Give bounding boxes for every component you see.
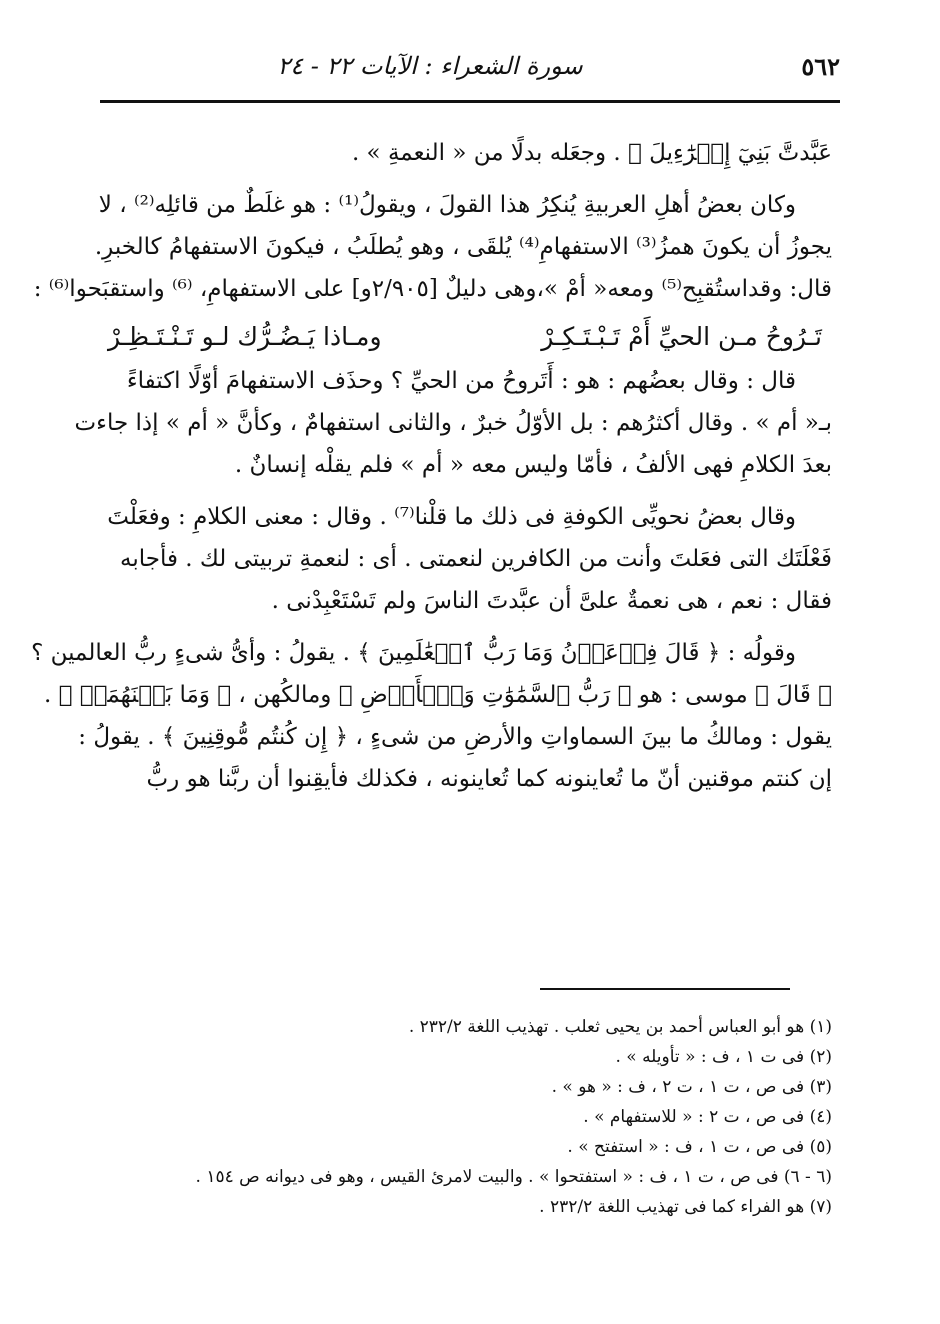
- footnote: (٦ - ٦) فى ص ، ت ١ ، ف : « استفتحوا » . والبيت لامرئ القيس ، وهو فى ديوانه ص ١٥٤ .: [195, 1167, 832, 1187]
- verse-hemistich-first: تَـرُوحُ مـن الحيِّ أَمْ تَـبْـتَـكِـرْ: [541, 322, 822, 351]
- running-title: سورة الشعراء : الآيات ٢٢ - ٢٤: [277, 52, 583, 80]
- footnote: (٤) فى ص ، ت ٢ : « للاستفهام » .: [583, 1107, 832, 1127]
- paragraph: [104, 496, 832, 622]
- footnote: (١) هو أبو العباس أحمد بن يحيى ثعلب . تهذيب اللغة ٢٣٢/٢ .: [408, 1017, 832, 1037]
- text-line: يجوزُ أن يكونَ همزُ⁽³⁾ الاستفهامِ⁽⁴⁾ يُلقَى ، وهو يُطلَبُ ، فيكونَ الاستفهامُ كالخبرِ.: [94, 234, 832, 260]
- paragraph: [31, 632, 832, 800]
- text-line: بـ« أم » . وقال أكثرُهم : بل الأوّلُ خبرٌ ، والثانى استفهامٌ ، وكأنَّ « أم » إذا جاءت: [74, 410, 832, 436]
- text-line: وقولُه : ﴿ قَالَ فِرۡعَوۡنُ وَمَا رَبُّ ٱلۡعَٰلَمِينَ ﴾ . يقولُ : وأىُّ شىءٍ ربُّ العالمين ؟: [31, 640, 796, 666]
- text-line: بعدَ الكلامِ فهى الألفُ ، فأمّا وليس معه « أم » فلم يقلْه إنسانٌ .: [234, 452, 832, 478]
- footnote: (٧) هو الفراء كما فى تهذيب اللغة ٢٣٢/٢ .: [539, 1197, 832, 1217]
- text-line: قال : وقال بعضُهم : هو : أَتَروحُ من الحيِّ ؟ وحذَف الاستفهامَ أوّلًا اكتفاءً: [126, 368, 796, 394]
- text-line: إن كنتم موقنين أنّ ما تُعاينونه كما تُعاينونه ، فكذلك فأيقِنوا أن ربَّنا هو ربُّ: [146, 766, 832, 792]
- text-line: قال: وقداستُقبِح⁽⁵⁾ ومعه« أمْ »،وهى دليلٌ [٢/٩٠٥و] على الاستفهامِ، ⁽⁶⁾ واستقبَحوا⁽⁶⁾ :: [33, 276, 832, 302]
- text-line: وكان بعضُ أهلِ العربيةِ يُنكِرُ هذا القولَ ، ويقولُ⁽¹⁾ : هو غلَطٌ من قائلِه⁽²⁾ ، لا: [98, 192, 796, 218]
- text-line: فقال : نعم ، هى نعمةٌ علىَّ أن عبَّدتَ الناسَ ولم تَسْتَعْبِدْنى .: [271, 588, 832, 614]
- verse-hemistich-second: ومـاذا يَـضُـرُّك لـو تَـنْـتَـظِـرْ: [108, 322, 382, 351]
- poetry-verse: [108, 314, 822, 360]
- footnote: (٢) فى ت ١ ، ف : « تأويله » .: [615, 1047, 832, 1067]
- paragraph: [74, 360, 832, 486]
- paragraph: [104, 132, 832, 174]
- page-number: ٥٦٢: [801, 52, 840, 81]
- header-rule: [100, 100, 840, 103]
- footnotes: [100, 1012, 832, 1222]
- text-line: فَعْلَتَك التى فعَلتَ وأنت من الكافرين لنعمتى . أى : لنعمةِ تربيتى لك . فأجابه: [120, 546, 832, 572]
- footnote: (٥) فى ص ، ت ١ ، ف : « استفتح » .: [567, 1137, 832, 1157]
- text-line: ﴿ قَالَ ﴾ موسى : هو ﴿ رَبُّ ٱلسَّمَٰوَٰتِ وَٱلۡأَرۡضِ ﴾ ومالكُهن ، ﴿ وَمَا بَيۡنَهُمَآۖ ﴾ .: [44, 682, 832, 708]
- text-line: يقول : ومالكُ ما بينَ السماواتِ والأرضِ من شىءٍ ، ﴿ إِن كُنتُم مُّوقِنِينَ ﴾ . يقولُ :: [78, 724, 832, 750]
- text-line: عَبَّدتَّ بَنِيٓ إِسۡرَٰٓءِيلَ ﴾ . وجعَله بدلًا من « النعمةِ » .: [351, 140, 832, 166]
- text-line: وقال بعضُ نحويِّى الكوفةِ فى ذلك ما قلْنا⁽⁷⁾ . وقال : معنى الكلامِ : وفعَلْتَ: [107, 504, 796, 530]
- page-header: [100, 50, 840, 90]
- footnote-separator: [540, 988, 790, 990]
- paragraph: [33, 184, 832, 310]
- main-text: [31, 132, 832, 800]
- footnote: (٣) فى ص ، ت ١ ، ت ٢ ، ف : « هو » .: [551, 1077, 832, 1097]
